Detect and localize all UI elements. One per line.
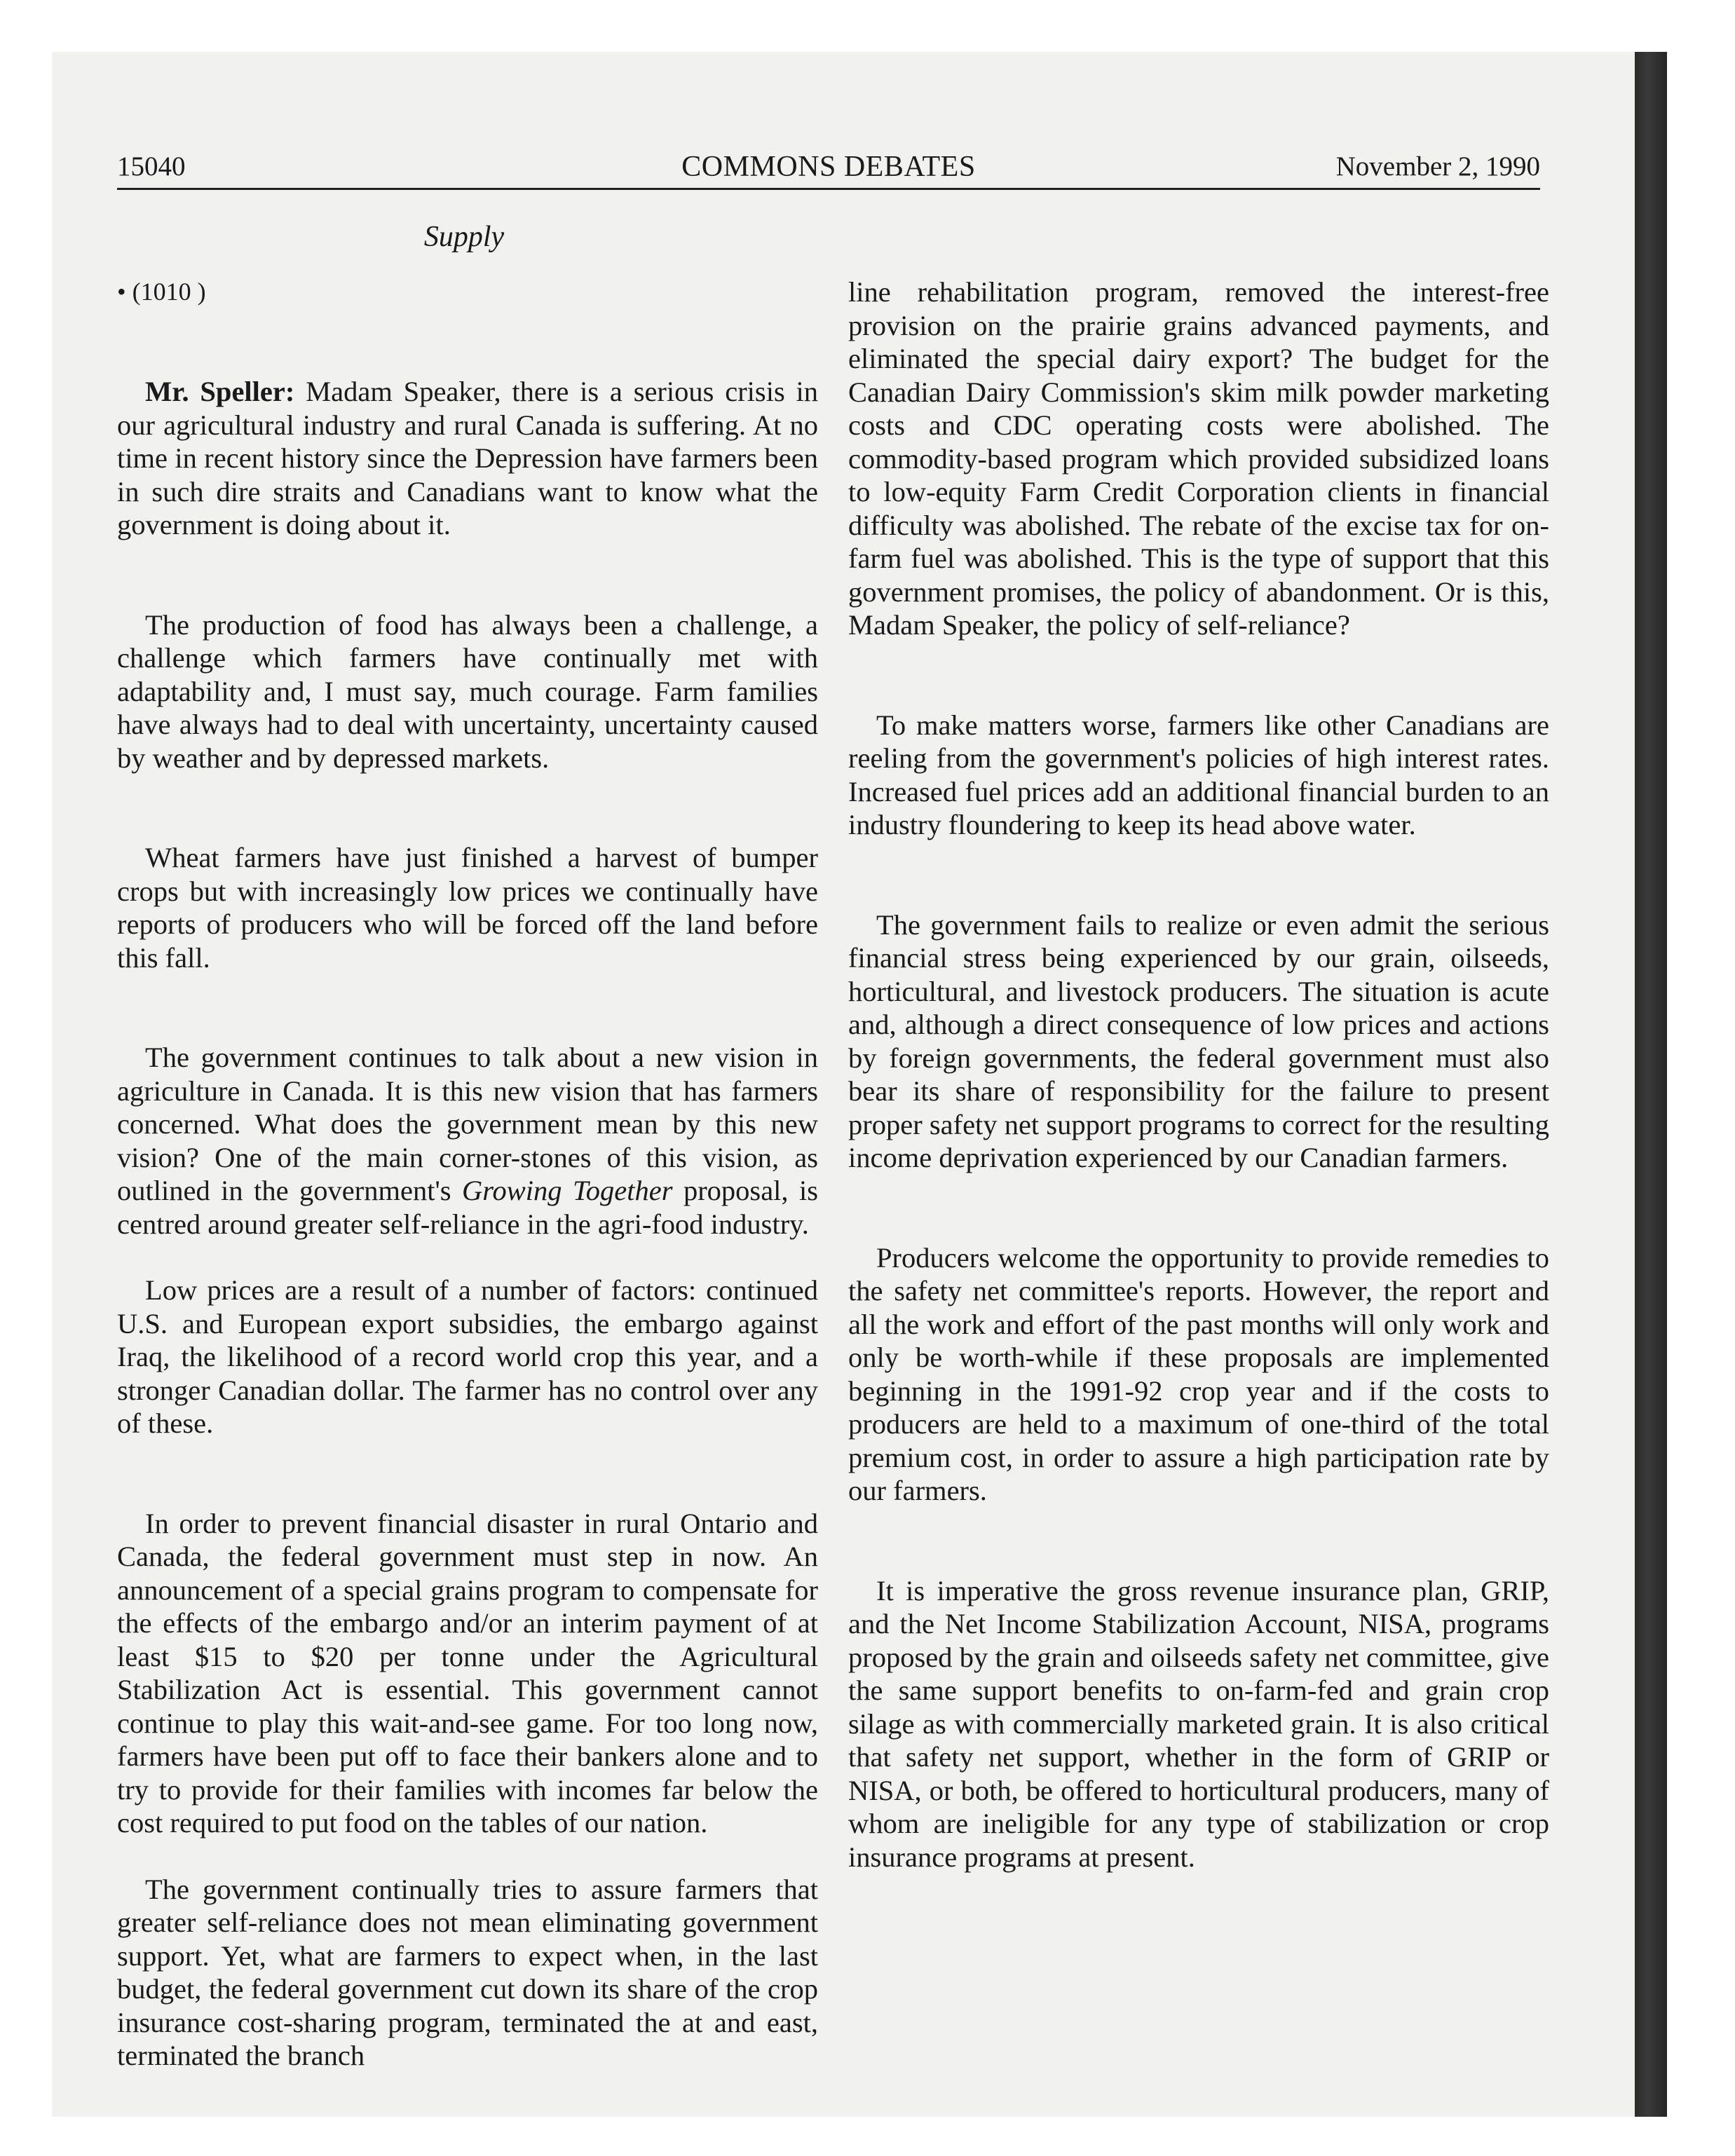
page-number: 15040	[117, 151, 186, 182]
paragraph-text: The government continues to talk about a new vision in agriculture in Canada. It is this new vision that has farmers concerned. What does the government mean by this new vision? One of the main corner-stones of this vision, as outlined in the government's	[117, 1042, 818, 1206]
paragraph-text: proposal, is centred around greater self-reliance in the agri-food industry.	[117, 1175, 819, 1240]
paragraph: The government fails to realize or even admit the serious financial stress being experienced by our grain, oilseeds, horticultural, and livestock producers. The situation is acute and, although a direct consequence of low prices and actions by foreign governments, the federal government must also bear its share of responsibility for the failure to present proper safety net support programs to correct for the resulting income deprivation experienced by our Canadian farmers.	[848, 908, 1549, 1173]
scan-edge-shadow	[1635, 52, 1667, 2117]
paragraph: The production of food has always been a challenge, a challenge which farmers have continually met with adaptability and, I must say, much courage. Farm families have always had to deal with uncertainty, uncertainty caused by weather and by depressed markets.	[117, 608, 818, 774]
paragraph: In order to prevent financial disaster in rural Ontario and Canada, the federal government must step in now. An announcement of a special grains program to compensate for the effects of the embargo and/or an interim payment of at least $15 to $20 per tonne under the Agricultural Stabilization Act is essential. This government cannot continue to play this wait-and-see game. For too long now, farmers have been put off to face their bankers alone and to try to provide for their families with incomes far below the cost required to put food on the tables of our nation.	[117, 1507, 818, 1838]
header-rule	[117, 188, 1540, 190]
paragraph: To make matters worse, farmers like other Canadians are reeling from the government's policies of high interest rates. Increased fuel prices add an additional financial burden to an industry floundering to keep its head above water.	[848, 709, 1549, 840]
left-column	[117, 275, 818, 2139]
right-column	[848, 275, 1549, 1940]
paragraph	[117, 375, 818, 542]
paragraph: Producers welcome the opportunity to provide remedies to the safety net committee's reports. However, the report and all the work and effort of the past months will only work and only be worth-while if these proposals are implemented beginning in the 1991-92 crop year and if the costs to producers are held to a maximum of one-third of the total premium cost, in order to assure a high participation rate by our farmers.	[848, 1241, 1549, 1506]
speaker-name: Mr. Speller:	[145, 376, 295, 407]
paragraph: Low prices are a result of a number of factors: continued U.S. and European export subsidies, the embargo against Iraq, the likelihood of a record world crop this year, and a stronger Canadian dollar. The farmer has no control over any of these.	[117, 1274, 818, 1439]
issue-date: November 2, 1990	[1335, 151, 1540, 182]
paragraph-text: Madam Speaker, there is a serious crisis in our agricultural industry and rural Canada is suffering. At no time in recent history since the Depression have farmers been in such dire straits and Canadians want to know what the government is doing about it.	[117, 376, 818, 540]
document-title: Growing Together	[462, 1175, 673, 1206]
paragraph: line rehabilitation program, removed the interest-free provision on the prairie grains advanced payments, and eliminated the special dairy export? The budget for the Canadian Dairy Commission's skim milk powder marketing costs and CDC operating costs were abolished. The commodity-based program which provided subsidized loans to low-equity Farm Credit Corporation clients in financial difficulty was abolished. The rebate of the excise tax for on-farm fuel was abolished. This is the type of support that this government promises, the policy of abandonment. Or is this, Madam Speaker, the policy of self-reliance?	[848, 276, 1549, 641]
timestamp: • (1010 )	[117, 278, 206, 306]
paragraph: The government continually tries to assure farmers that greater self-reliance does not mean eliminating government support. Yet, what are farmers to expect when, in the last budget, the federal government cut down its share of the crop insurance cost-sharing program, terminated the at and east, terminated the branch	[117, 1873, 818, 2071]
paragraph: It is imperative the gross revenue insurance plan, GRIP, and the Net Income Stabilization Account, NISA, programs proposed by the grain and oilseeds safety net committee, give the same support benefits to on-farm-fed and grain crop silage as with commercially marketed grain. It is also critical that safety net support, whether in the form of GRIP or NISA, or both, be offered to horticultural producers, many of whom are ineligible for any type of stabilization or crop insurance programs at present.	[848, 1574, 1549, 1873]
running-header	[117, 146, 1540, 188]
section-heading: Supply	[423, 221, 505, 253]
publication-title: COMMONS DEBATES	[681, 151, 976, 183]
paragraph: Wheat farmers have just finished a harvest of bumper crops but with increasingly low prices we continually have reports of producers who will be forced off the land before this fall.	[117, 842, 818, 974]
paragraph	[117, 1041, 818, 1241]
